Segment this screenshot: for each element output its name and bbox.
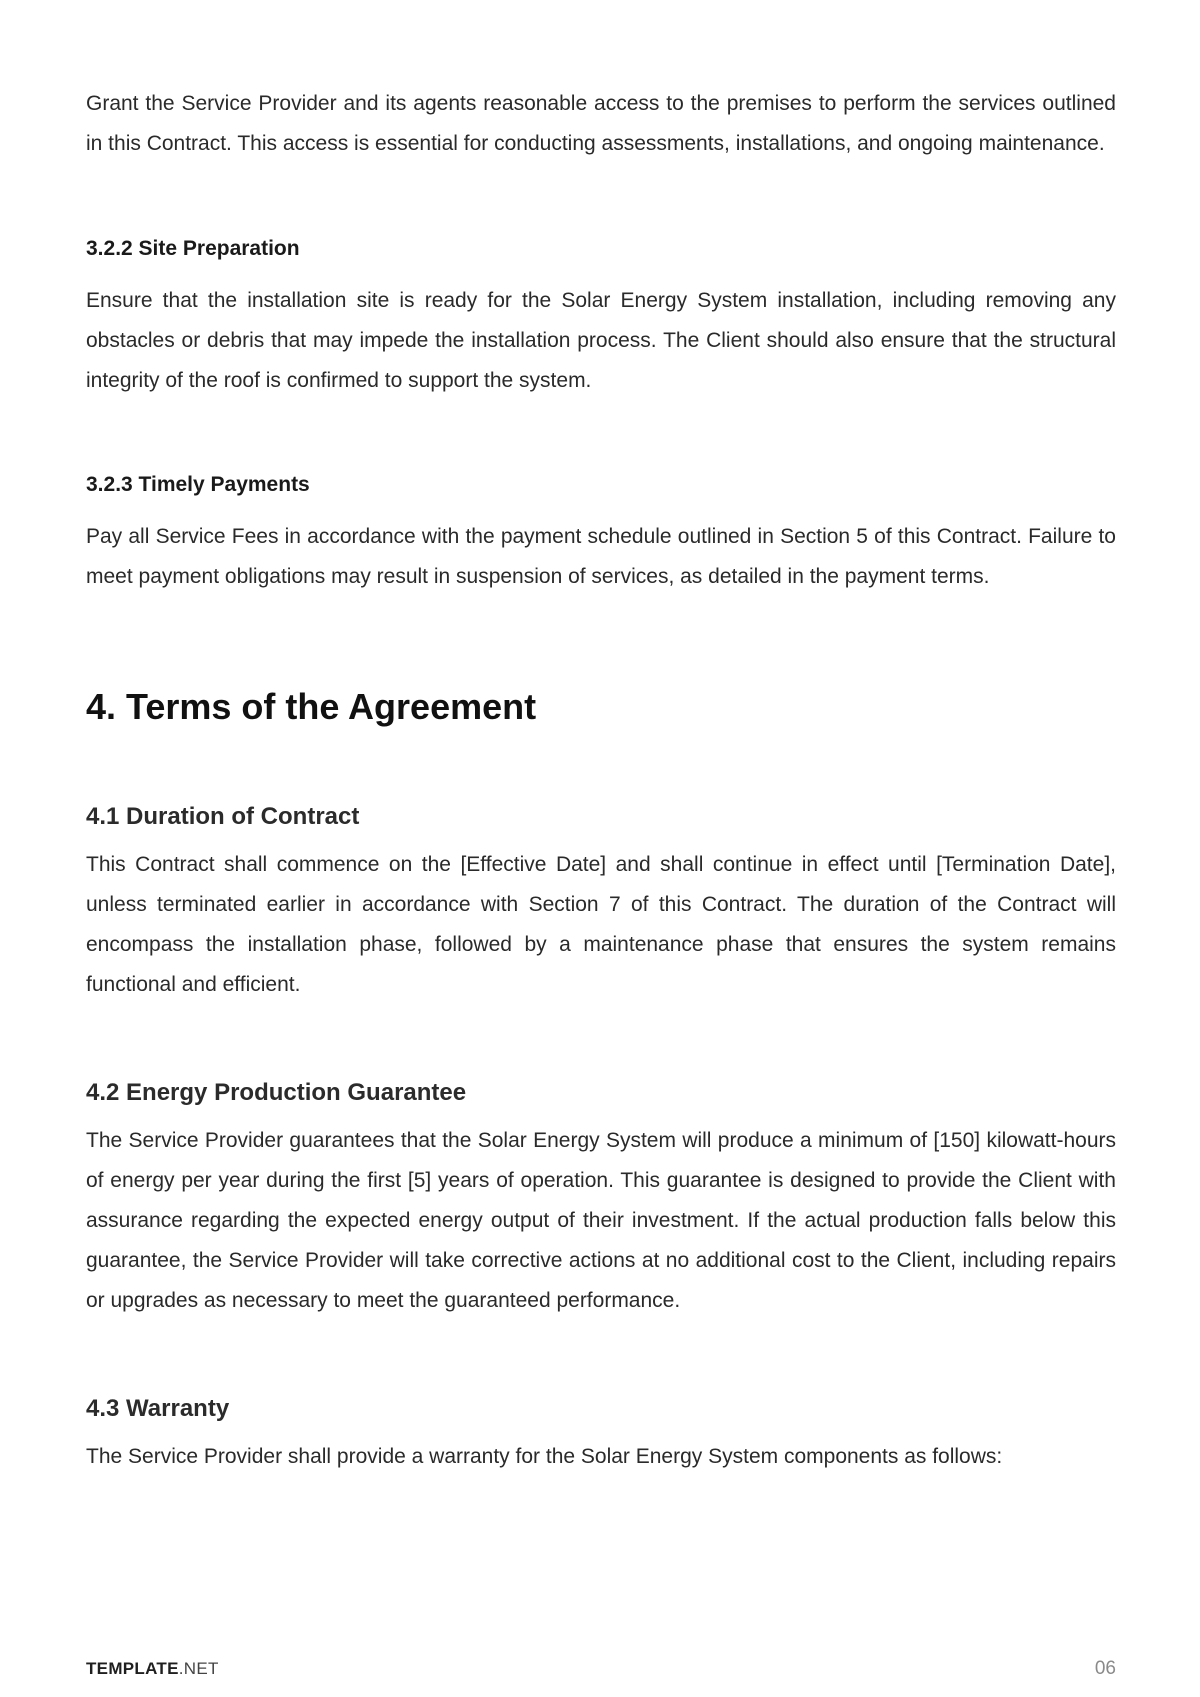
section-title-terms: 4. Terms of the Agreement xyxy=(86,686,537,727)
brand-logo-light: .NET xyxy=(178,1659,219,1678)
intro-paragraph: Grant the Service Provider and its agents reasonable access to the premises to perform the services outlined in this Contract. This access is essential for conducting assessments, installations, and ongoing maintenance. xyxy=(86,92,1116,155)
page-number: 06 xyxy=(1094,1658,1116,1679)
heading-site-preparation: 3.2.2 Site Preparation xyxy=(86,237,300,260)
page-footer xyxy=(86,1655,1116,1683)
heading-timely-payments: 3.2.3 Timely Payments xyxy=(86,473,310,496)
heading-warranty: 4.3 Warranty xyxy=(86,1395,230,1422)
page-content xyxy=(86,84,1116,1477)
brand-logo xyxy=(86,1659,219,1679)
brand-logo-bold: TEMPLATE xyxy=(86,1659,179,1678)
paragraph-duration-of-contract: This Contract shall commence on the [Effective Date] and shall continue in effect until [Termination Date], unless terminated earlier in accordance with Section 7 of this Contract. The duration of the Contract will encompass the installation phase, followed by a maintenance phase that ensures the system remains functional and efficient. xyxy=(86,853,1116,996)
paragraph-warranty: The Service Provider shall provide a warranty for the Solar Energy System components as follows: xyxy=(86,1445,1003,1468)
paragraph-timely-payments: Pay all Service Fees in accordance with the payment schedule outlined in Section 5 of this Contract. Failure to meet payment obligations may result in suspension of services, as detailed in the payment terms. xyxy=(86,525,1116,588)
heading-duration-of-contract: 4.1 Duration of Contract xyxy=(86,803,360,830)
paragraph-site-preparation: Ensure that the installation site is ready for the Solar Energy System installation, including removing any obstacles or debris that may impede the installation process. The Client should also ensure that the structural integrity of the roof is confirmed to support the system. xyxy=(86,289,1116,392)
heading-energy-production-guarantee: 4.2 Energy Production Guarantee xyxy=(86,1079,467,1106)
paragraph-energy-production-guarantee: The Service Provider guarantees that the Solar Energy System will produce a minimum of [150] kilowatt-hours of energy per year during the first [5] years of operation. This guarantee is designed to provide the Client with assurance regarding the expected energy output of their investment. If the actual production falls below this guarantee, the Service Provider will take corrective actions at no additional cost to the Client, including repairs or upgrades as necessary to meet the guaranteed performance. xyxy=(86,1129,1116,1312)
